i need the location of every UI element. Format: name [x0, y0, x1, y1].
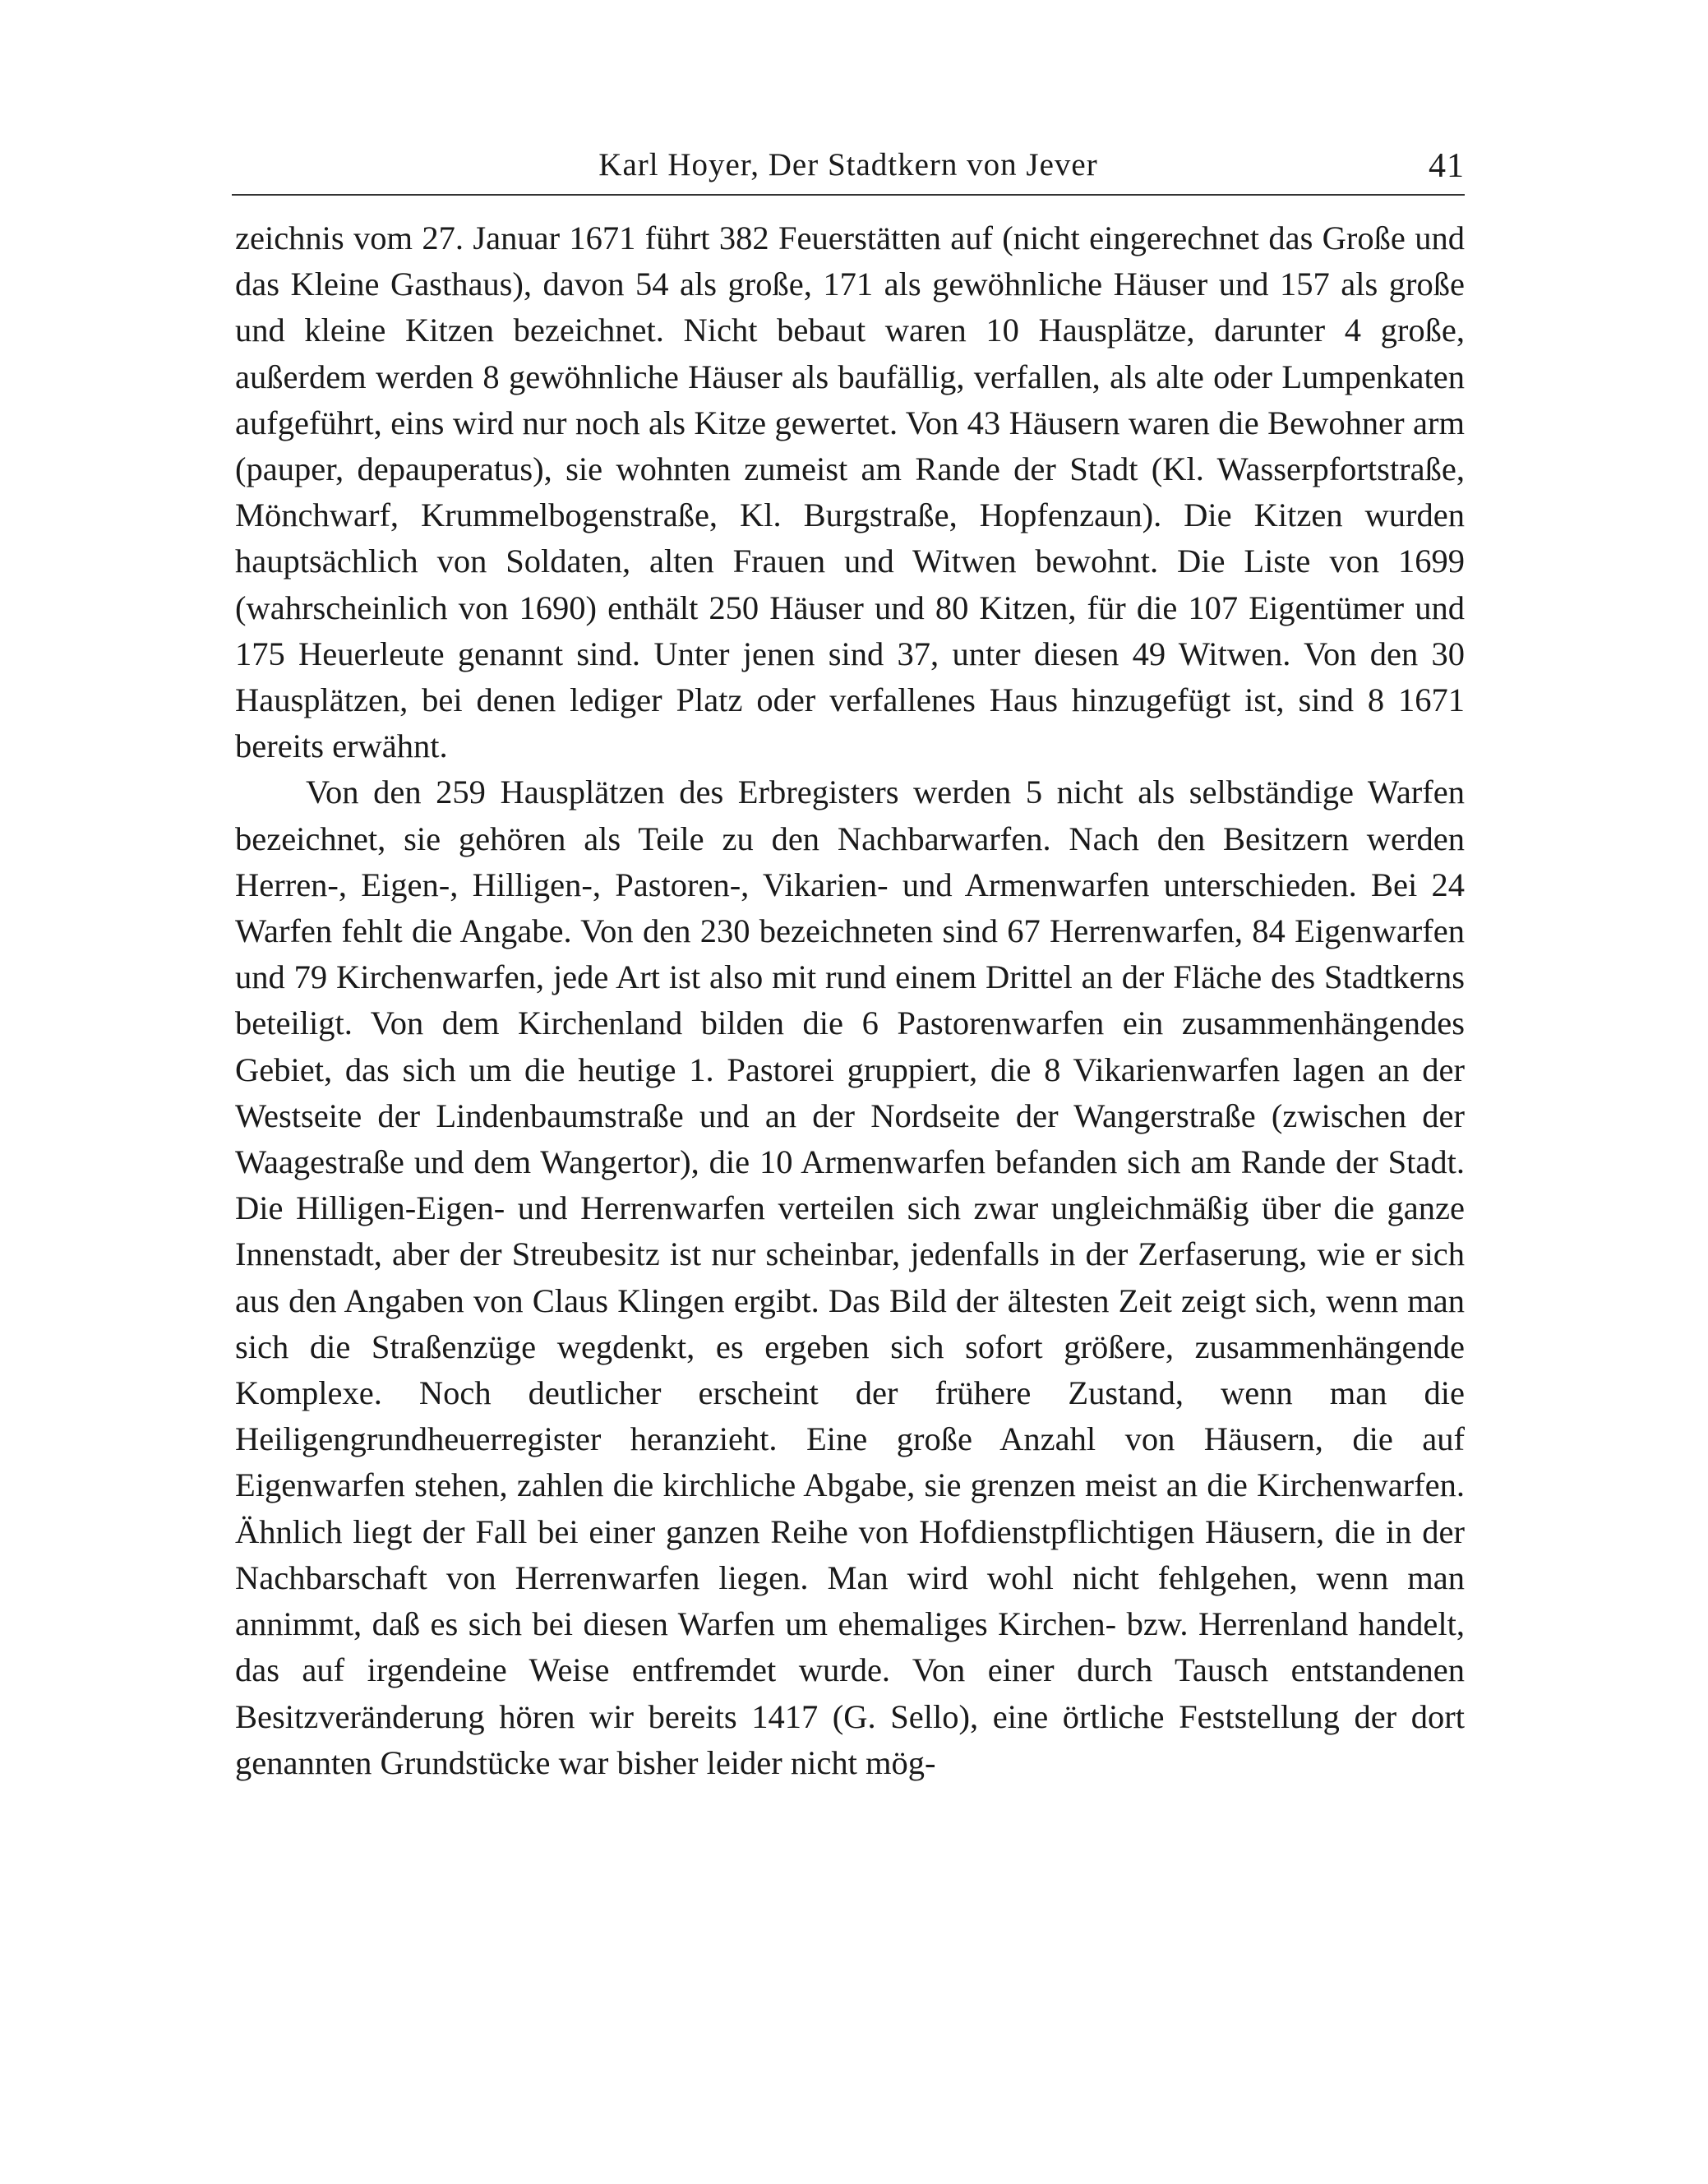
running-header: [232, 146, 1465, 192]
page-number: 41: [1429, 147, 1465, 185]
header-rule: [232, 194, 1465, 196]
body-text: [235, 215, 1465, 1786]
paragraph: Von den 259 Hausplätzen des Erbregisters werden 5 nicht als selbständige Warfen bezeichnet, sie gehören als Teile zu den Nachbarwarfen. Nach den Besitzern werden Herren-, Eigen-, Hilligen-, Pastoren-, Vikarien- und Armenwarfen unterschieden. Bei 24 Warfen fehlt die Angabe. Von den 230 bezeichneten sind 67 Herrenwarfen, 84 Eigenwarfen und 79 Kirchenwarfen, jede Art ist also mit rund einem Drittel an der Fläche des Stadtkerns beteiligt. Von dem Kirchenland bilden die 6 Pastorenwarfen ein zusammenhängendes Gebiet, das sich um die heutige 1. Pastorei gruppiert, die 8 Vikarienwarfen lagen an der Westseite der Lindenbaumstraße und an der Nordseite der Wangerstraße (zwischen der Waagestraße und dem Wangertor), die 10 Armenwarfen befanden sich am Rande der Stadt. Die Hilligen-Eigen- und Herrenwarfen verteilen sich zwar ungleichmäßig über die ganze Innenstadt, aber der Streubesitz ist nur scheinbar, jedenfalls in der Zerfaserung, wie er sich aus den Angaben von Claus Klingen ergibt. Das Bild der ältesten Zeit zeigt sich, wenn man sich die Straßenzüge wegdenkt, es ergeben sich sofort größere, zusammenhängende Komplexe. Noch deutlicher erscheint der frühere Zustand, wenn man die Heiligengrundheuerregister heranzieht. Eine große Anzahl von Häusern, die auf Eigenwarfen stehen, zahlen die kirchliche Abgabe, sie grenzen meist an die Kirchenwarfen. Ähnlich liegt der Fall bei einer ganzen Reihe von Hofdienstpflichtigen Häusern, die in der Nachbarschaft von Herrenwarfen liegen. Man wird wohl nicht fehlgehen, wenn man annimmt, daß es sich bei diesen Warfen um ehemaliges Kirchen- bzw. Herrenland handelt, das auf irgendeine Weise entfremdet wurde. Von einer durch Tausch entstandenen Besitzveränderung hören wir bereits 1417 (G. Sello), eine örtliche Feststellung der dort genannten Grundstücke war bisher leider nicht mög-: [235, 773, 1465, 1781]
paragraph-continued: zeichnis vom 27. Januar 1671 führt 382 Feuerstätten auf (nicht eingerechnet das Große und das Kleine Gasthaus), davon 54 als große, 171 als gewöhnliche Häuser und 157 als große und kleine Kitzen bezeichnet. Nicht bebaut waren 10 Hausplätze, darunter 4 große, außerdem werden 8 gewöhnliche Häuser als baufällig, verfallen, als alte oder Lumpenkaten aufgeführt, eins wird nur noch als Kitze gewertet. Von 43 Häusern waren die Bewohner arm (pauper, depauperatus), sie wohnten zumeist am Rande der Stadt (Kl. Wasserpfortstraße, Mönchwarf, Krummelbogenstraße, Kl. Burgstraße, Hopfenzaun). Die Kitzen wurden hauptsächlich von Soldaten, alten Frauen und Witwen bewohnt. Die Liste von 1699 (wahrscheinlich von 1690) enthält 250 Häuser und 80 Kitzen, für die 107 Eigentümer und 175 Heuerleute genannt sind. Unter jenen sind 37, unter diesen 49 Witwen. Von den 30 Hausplätzen, bei denen lediger Platz oder verfallenes Haus hinzugefügt ist, sind 8 1671 bereits erwähnt.: [235, 219, 1465, 765]
running-header-title: Karl Hoyer, Der Stadtkern von Jever: [598, 147, 1098, 182]
